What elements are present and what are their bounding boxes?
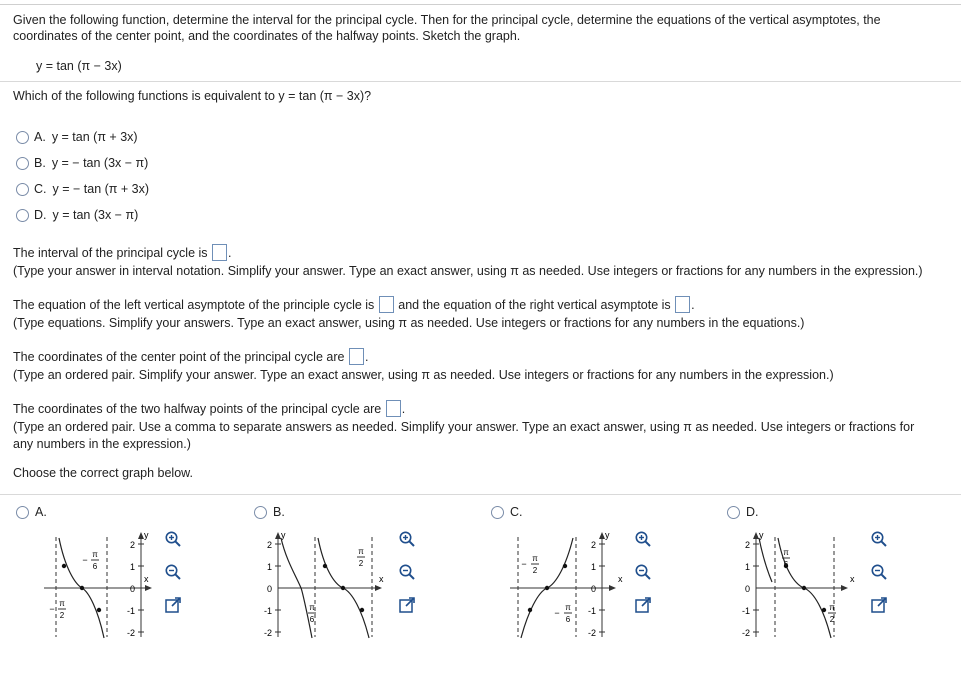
svg-text:π: π xyxy=(59,599,65,608)
center-hint: (Type an ordered pair. Simplify your answer. Type an exact answer, using π as needed. Use integers or fractions for any numbers in the expression.) xyxy=(13,368,834,382)
svg-text:2: 2 xyxy=(59,611,65,620)
tick-label: 0 xyxy=(266,584,272,594)
y-axis-label: y xyxy=(281,530,286,540)
interval-hint: (Type your answer in interval notation. Simplify your answer. Type an exact answer, using π as needed. Use integers or fractions for any numbers in the expression.) xyxy=(13,264,923,278)
center-point xyxy=(80,586,84,590)
svg-text:6: 6 xyxy=(565,615,571,624)
tick-label: 1 xyxy=(266,562,272,572)
svg-text:−: − xyxy=(49,604,55,614)
svg-text:π: π xyxy=(92,550,98,559)
tick-label: 2 xyxy=(590,540,596,550)
tick-label: -1 xyxy=(587,606,596,616)
zoom-in-icon[interactable] xyxy=(870,530,888,548)
graph-prompt: Choose the correct graph below. xyxy=(13,466,193,480)
center-question: The coordinates of the center point of the principal cycle are . xyxy=(13,350,369,364)
halfway-point xyxy=(822,608,826,612)
tick-label: 1 xyxy=(590,562,596,572)
enlarge-graph-icon[interactable] xyxy=(164,596,182,614)
tick-label: -1 xyxy=(263,606,272,616)
tick-label: -2 xyxy=(126,628,135,638)
graph-choice-a[interactable] xyxy=(16,505,47,519)
graph-choice-b[interactable] xyxy=(254,505,285,519)
zoom-out-icon[interactable] xyxy=(398,563,416,581)
svg-text:π: π xyxy=(565,603,571,612)
radio-a[interactable] xyxy=(16,131,29,144)
right-asymptote-box[interactable] xyxy=(675,296,690,313)
question-equivalent: Which of the following functions is equivalent to y = tan (π − 3x)? xyxy=(13,89,372,103)
graph-letter: C. xyxy=(510,505,523,519)
center-point xyxy=(545,586,549,590)
svg-text:−: − xyxy=(521,559,527,569)
zoom-in-icon[interactable] xyxy=(398,530,416,548)
interval-question: The interval of the principal cycle is . xyxy=(13,246,232,260)
tick-label: -1 xyxy=(126,606,135,616)
enlarge-graph-icon[interactable] xyxy=(870,596,888,614)
svg-text:π: π xyxy=(309,603,315,612)
tangent-curve xyxy=(759,538,772,582)
zoom-in-icon[interactable] xyxy=(634,530,652,548)
svg-text:π: π xyxy=(358,547,364,556)
zoom-out-icon[interactable] xyxy=(634,563,652,581)
svg-text:−: − xyxy=(82,555,88,565)
tick-label: -2 xyxy=(741,628,750,638)
halfway-point xyxy=(62,564,66,568)
halfway-point xyxy=(360,608,364,612)
graph-letter: D. xyxy=(746,505,759,519)
graph-d xyxy=(736,530,866,645)
tick-label: -2 xyxy=(587,628,596,638)
graph-c xyxy=(506,530,636,645)
svg-text:2: 2 xyxy=(829,615,835,624)
x-axis-label: x xyxy=(379,574,384,584)
svg-text:6: 6 xyxy=(783,560,789,569)
tick-label: 1 xyxy=(744,562,750,572)
choice-b[interactable] xyxy=(16,155,148,171)
tick-label: 0 xyxy=(744,584,750,594)
halfway-hint-1: (Type an ordered pair. Use a comma to separate answers as needed. Simplify your answer. Type an exact answer, using π as needed. Use integers or fractions for xyxy=(13,420,915,434)
graph-divider xyxy=(0,494,961,495)
svg-text:6: 6 xyxy=(309,615,315,624)
y-axis-label: y xyxy=(144,530,149,540)
section-divider xyxy=(0,81,961,82)
left-asymptote-box[interactable] xyxy=(379,296,394,313)
asymptote-hint: (Type equations. Simplify your answers. Type an exact answer, using π as needed. Use integers or fractions for any numbers in the equations.) xyxy=(13,316,805,330)
choice-letter: C. xyxy=(34,182,47,196)
choice-expression: y = tan (π + 3x) xyxy=(51,130,138,144)
tick-label: 2 xyxy=(129,540,135,550)
enlarge-graph-icon[interactable] xyxy=(398,596,416,614)
problem-statement xyxy=(13,12,948,44)
svg-text:6: 6 xyxy=(92,562,98,571)
choice-expression: y = tan (3x − π) xyxy=(52,208,139,222)
halfway-point xyxy=(323,564,327,568)
zoom-out-icon[interactable] xyxy=(870,563,888,581)
choice-d[interactable] xyxy=(16,207,138,223)
tick-label: -1 xyxy=(741,606,750,616)
radio-c[interactable] xyxy=(16,183,29,196)
graph-a xyxy=(40,530,170,645)
radio-graph-a[interactable] xyxy=(16,506,29,519)
choice-c[interactable] xyxy=(16,181,149,197)
problem-line-1: Given the following function, determine the interval for the principal cycle. Then for the principal cycle, determine the equations of the vertical asymptotes, the xyxy=(13,13,881,27)
graph-letter: B. xyxy=(273,505,285,519)
halfway-question: The coordinates of the two halfway points of the principal cycle are . xyxy=(13,402,406,416)
zoom-in-icon[interactable] xyxy=(164,530,182,548)
choice-expression: y = − tan (π + 3x) xyxy=(52,182,150,196)
svg-text:−: − xyxy=(554,608,560,618)
graph-b xyxy=(258,530,388,645)
svg-text:2: 2 xyxy=(532,566,538,575)
x-axis-label: x xyxy=(850,574,855,584)
halfway-point xyxy=(563,564,567,568)
svg-text:π: π xyxy=(532,554,538,563)
interval-answer-box[interactable] xyxy=(212,244,227,261)
tick-label: 0 xyxy=(590,584,596,594)
x-axis-label: x xyxy=(618,574,623,584)
choice-letter: D. xyxy=(34,208,47,222)
choice-letter: B. xyxy=(34,156,46,170)
asymptote-question: The equation of the left vertical asymptote of the principle cycle is and the equation of the right vertical asymptote is . xyxy=(13,298,695,312)
y-axis-label: y xyxy=(759,530,764,540)
radio-graph-b[interactable] xyxy=(254,506,267,519)
problem-line-2: coordinates of the center point, and the coordinates of the halfway points. Sketch the graph. xyxy=(13,29,521,43)
radio-d[interactable] xyxy=(16,209,29,222)
center-point xyxy=(802,586,806,590)
halfway-point xyxy=(528,608,532,612)
enlarge-graph-icon[interactable] xyxy=(634,596,652,614)
graph-choice-c[interactable] xyxy=(491,505,523,519)
svg-text:2: 2 xyxy=(358,559,364,568)
y-axis-label: y xyxy=(605,530,610,540)
svg-text:π: π xyxy=(829,603,835,612)
choice-expression: y = − tan (3x − π) xyxy=(51,156,149,170)
svg-text:π: π xyxy=(783,548,789,557)
zoom-out-icon[interactable] xyxy=(164,563,182,581)
given-function: y = tan (π − 3x) xyxy=(36,59,122,73)
tick-label: 2 xyxy=(744,540,750,550)
tick-label: 2 xyxy=(266,540,272,550)
radio-graph-c[interactable] xyxy=(491,506,504,519)
halfway-hint-2: any numbers in the expression.) xyxy=(13,437,191,451)
graph-choice-d[interactable] xyxy=(727,505,759,519)
tick-label: 0 xyxy=(129,584,135,594)
x-axis-label: x xyxy=(144,574,149,584)
halfway-points-box[interactable] xyxy=(386,400,401,417)
center-point-box[interactable] xyxy=(349,348,364,365)
top-divider xyxy=(0,4,961,5)
radio-graph-d[interactable] xyxy=(727,506,740,519)
center-point xyxy=(341,586,345,590)
graph-letter: A. xyxy=(35,505,47,519)
tick-label: -2 xyxy=(263,628,272,638)
radio-b[interactable] xyxy=(16,157,29,170)
choice-a[interactable] xyxy=(16,129,138,145)
choice-letter: A. xyxy=(34,130,46,144)
halfway-point xyxy=(97,608,101,612)
tick-label: 1 xyxy=(129,562,135,572)
